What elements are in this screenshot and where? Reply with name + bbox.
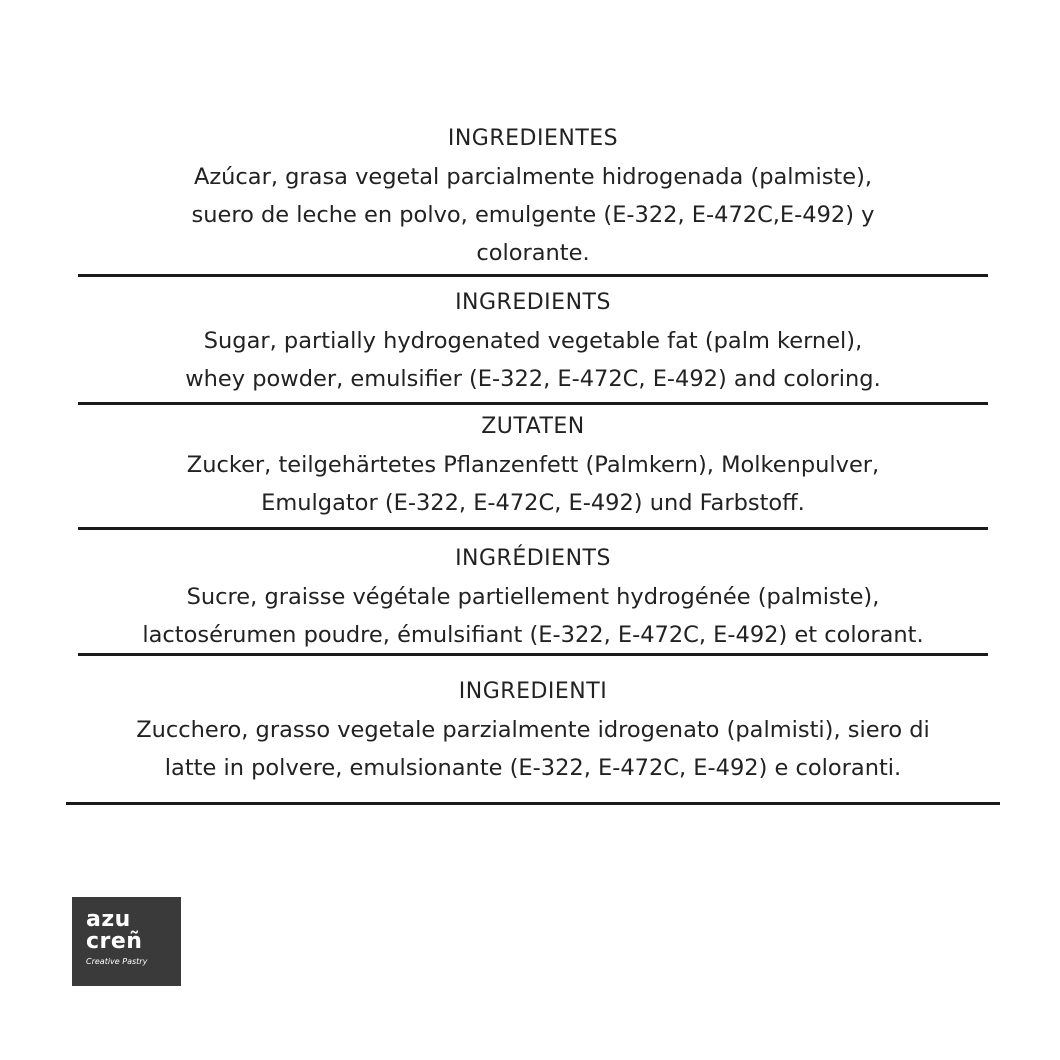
section-body: Zucchero, grasso vegetale parzialmente idrogenato (palmisti), siero di latte in polvere, emulsionante (E-322, E-472C, E-492) e coloranti. bbox=[136, 717, 930, 781]
section-heading: INGREDIENTI bbox=[458, 679, 608, 704]
section-spanish bbox=[78, 120, 988, 277]
section-french bbox=[78, 540, 988, 656]
section-heading: INGRÉDIENTS bbox=[455, 546, 611, 571]
section-body: Sugar, partially hydrogenated vegetable fat (palm kernel), whey powder, emulsifier (E-322, E-472C, E-492) and coloring. bbox=[185, 328, 881, 392]
section-body: Sucre, graisse végétale partiellement hydrogénée (palmiste), lactosérumen poudre, émulsifiant (E-322, E-472C, E-492) et colorant. bbox=[142, 584, 924, 648]
section-body: Azúcar, grasa vegetal parcialmente hidrogenada (palmiste), suero de leche en polvo, emulgente (E-322, E-472C,E-492) y colorante. bbox=[191, 164, 875, 266]
section-heading: INGREDIENTES bbox=[447, 126, 619, 151]
section-german bbox=[78, 408, 988, 530]
logo-text-line2: creñ bbox=[86, 929, 143, 954]
section-heading: ZUTATEN bbox=[481, 414, 585, 439]
logo-text-line1: azu bbox=[86, 907, 131, 932]
brand-logo bbox=[72, 897, 181, 986]
section-english bbox=[78, 284, 988, 405]
section-italian bbox=[66, 673, 1000, 805]
section-heading: INGREDIENTS bbox=[455, 290, 611, 315]
logo-tagline: Creative Pastry bbox=[86, 957, 148, 966]
section-body: Zucker, teilgehärtetes Pflanzenfett (Palmkern), Molkenpulver, Emulgator (E-322, E-472C, E-492) und Farbstoff. bbox=[186, 452, 880, 516]
